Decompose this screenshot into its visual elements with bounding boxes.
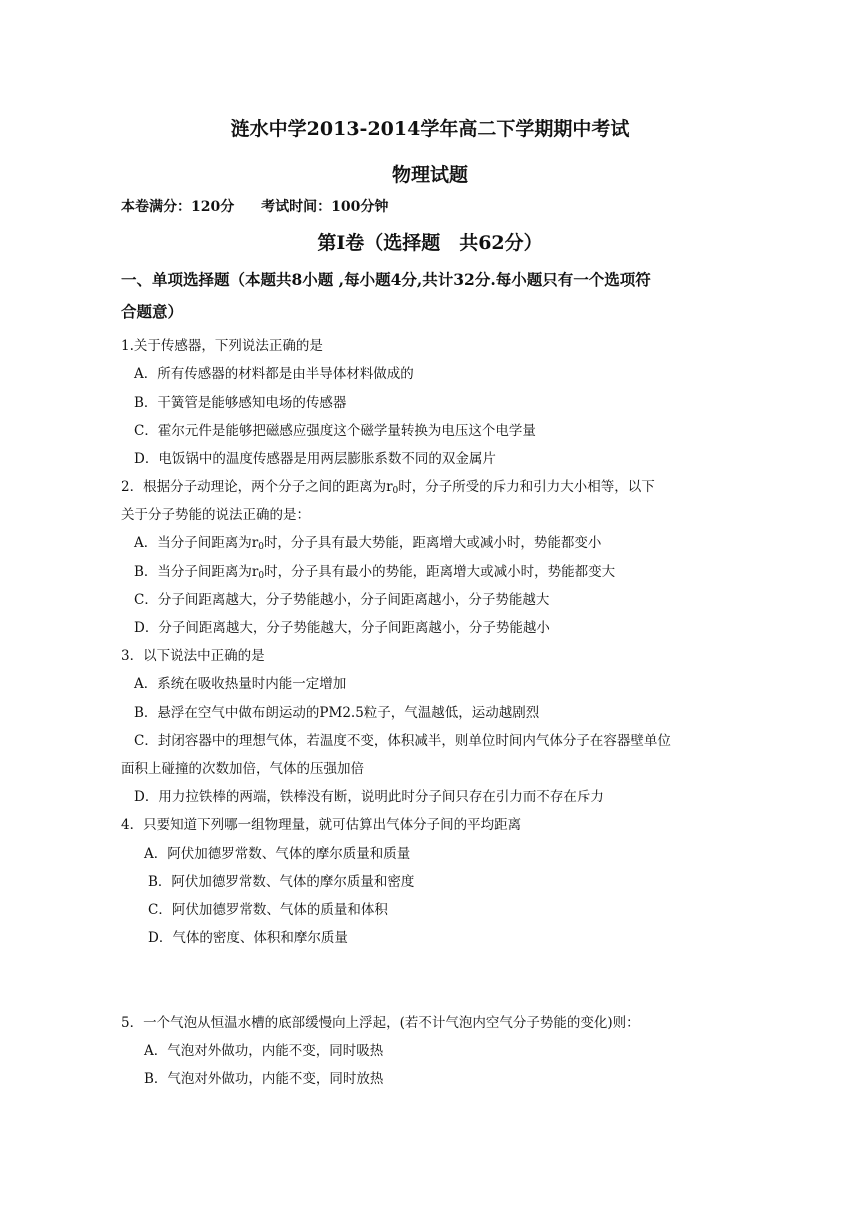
q2-option-d: D．分子间距离越大，分子势能越大，分子间距离越小，分子势能越小 — [134, 620, 550, 636]
q2-stem: 2．根据分子动理论，两个分子之间的距离为$r_0$时，分子所受的斥力和引力大小相等，以下 — [121, 479, 655, 496]
q3-option-d: D．用力拉铁棒的两端，铁棒没有断，说明此时分子间只存在引力而不存在斥力 — [134, 789, 604, 805]
q4-option-a: A．阿伏加德罗常数、气体的摩尔质量和质量 — [144, 846, 411, 862]
q1-option-a: A．所有传感器的材料都是由半导体材料做成的 — [134, 366, 414, 382]
subscript: 0 — [392, 486, 399, 496]
q1-option-b: B．干簧管是能够感知电场的传感器 — [134, 395, 347, 411]
section-heading-line1: 一、单项选择题（本题共8小题 ,每小题4分,共计32分.每小题只有一个选项符 — [121, 270, 651, 289]
q3-option-c-cont: 面积上碰撞的次数加倍，气体的压强加倍 — [121, 761, 364, 777]
q3-stem: 3．以下说法中正确的是 — [121, 648, 265, 664]
q2-option-b: B．当分子间距离为$r_0$时，分子具有最小的势能，距离增大或减小时，势能都变大 — [134, 564, 616, 581]
subscript: 0 — [258, 542, 264, 552]
q3-option-b: B．悬浮在空气中做布朗运动的PM2.5粒子，气温越低，运动越剧烈 — [134, 705, 540, 721]
part-title: 第Ⅰ卷（选择题 共62分） — [317, 232, 543, 254]
q1-option-c: C．霍尔元件是能够把磁感应强度这个磁学量转换为电压这个电学量 — [134, 423, 536, 439]
q5-stem: 5．一个气泡从恒温水槽的底部缓慢向上浮起，(若不计气泡内空气分子势能的变化)则： — [121, 1015, 640, 1031]
q4-stem: 4．只要知道下列哪一组物理量，就可估算出气体分子间的平均距离 — [121, 817, 522, 833]
q4-option-c: C．阿伏加德罗常数、气体的质量和体积 — [148, 902, 388, 918]
exam-time: 考试时间：100分钟 — [261, 199, 389, 215]
q5-option-a: A．气泡对外做功，内能不变，同时吸热 — [144, 1043, 384, 1059]
q2-option-a: A．当分子间距离为$r_0$时，分子具有最大势能，距离增大或减小时，势能都变小 — [134, 535, 602, 552]
q3-option-c: C．封闭容器中的理想气体，若温度不变，体积减半，则单位时间内气体分子在容器壁单位 — [134, 733, 671, 749]
q4-option-b: B．阿伏加德罗常数、气体的摩尔质量和密度 — [148, 874, 415, 890]
q5-option-b: B．气泡对外做功，内能不变，同时放热 — [144, 1071, 384, 1087]
q2-stem-cont: 关于分子势能的说法正确的是： — [121, 507, 310, 523]
q1-stem: 1.关于传感器，下列说法正确的是 — [121, 338, 323, 354]
subject-title: 物理试题 — [391, 164, 468, 186]
q1-option-d: D．电饭锅中的温度传感器是用两层膨胀系数不同的双金属片 — [134, 451, 496, 467]
subscript: 0 — [258, 571, 265, 581]
exam-meta — [121, 196, 410, 216]
section-heading-line2: 合题意） — [121, 302, 184, 321]
full-score: 本卷满分：120分 — [121, 199, 235, 215]
q2-option-c: C．分子间距离越大，分子势能越小，分子间距离越小，分子势能越大 — [134, 592, 550, 608]
q4-option-d: D．气体的密度、体积和摩尔质量 — [148, 930, 348, 946]
q3-option-a: A．系统在吸收热量时内能一定增加 — [134, 676, 347, 692]
exam-title: 涟水中学2013-2014学年高二下学期期中考试 — [230, 118, 630, 140]
